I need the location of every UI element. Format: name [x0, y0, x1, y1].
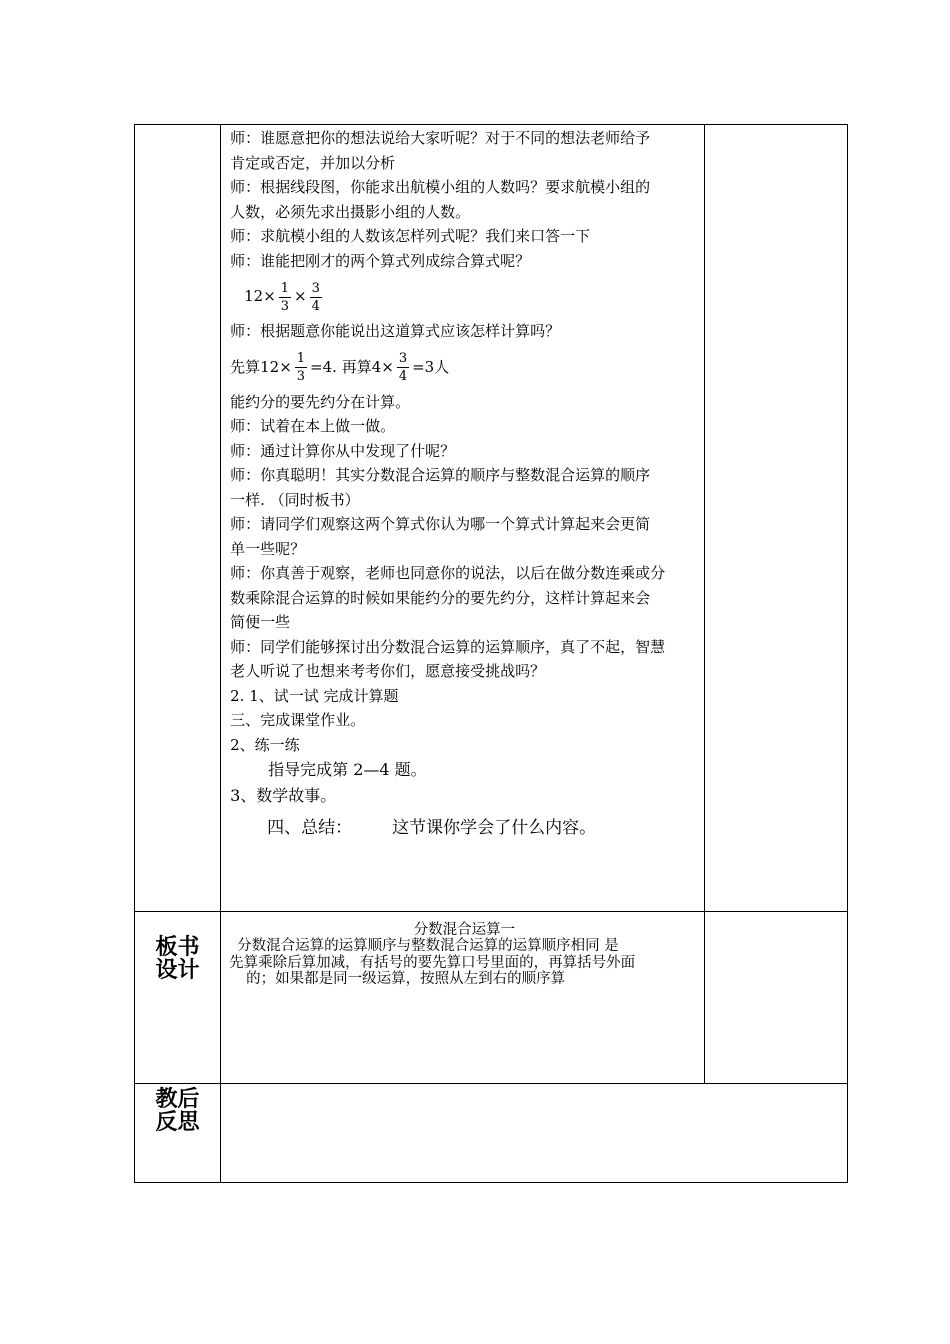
process-line: 师：根据题意你能说出这道算式应该怎样计算吗？: [230, 322, 561, 340]
process-line: 师：请同学们观察这两个算式你认为哪一个算式计算起来会更简: [230, 515, 651, 533]
process-line: 三、完成课堂作业。: [230, 711, 366, 729]
board-content-cell: [221, 911, 705, 1083]
process-line: 2、练一练: [230, 735, 300, 754]
process-line: 师：你真善于观察，老师也同意你的说法，以后在做分数连乘或分: [230, 564, 666, 582]
fraction-one-third: $\frac{1}{3}$: [296, 351, 306, 384]
summary-line: [230, 813, 698, 843]
fraction-three-quarters: $\frac{3}{4}$: [311, 280, 320, 314]
board-line: 先算乘除后算加减，有括号的要先算口号里面的，再算括号外面: [229, 954, 636, 971]
reflection-label-cell: [135, 1083, 221, 1182]
story-line: 3、数学故事。: [230, 786, 337, 805]
reflection-row: [135, 1083, 848, 1182]
guide-line: 指导完成第 2—4 题。: [268, 760, 427, 779]
board-design-label: 板书 设计: [155, 934, 200, 983]
process-line: 一样. （同时板书）: [230, 490, 360, 509]
formula-operator: ×: [294, 287, 307, 305]
board-notes-cell: [704, 911, 847, 1083]
process-notes-cell: [704, 125, 847, 912]
process-line: 师：根据线段图，你能求出航模小组的人数吗？要求航模小组的: [230, 178, 651, 196]
fraction-one-third: $\frac{1}{3}$: [280, 280, 290, 314]
formula-result: =3人: [412, 357, 450, 376]
process-line: 能约分的要先约分在计算。: [230, 392, 411, 411]
process-line: 师：你真聪明！其实分数混合运算的顺序与整数混合运算的顺序: [230, 466, 651, 484]
step-formula: [230, 344, 698, 390]
process-line: 简便一些: [230, 613, 291, 631]
process-line: 师：谁愿意把你的想法说给大家听呢？对于不同的想法老师给予: [230, 129, 651, 147]
lesson-plan-table: [134, 124, 848, 1183]
combined-formula: [230, 273, 698, 319]
reflection-content-cell: [221, 1083, 848, 1182]
board-row: [135, 911, 848, 1083]
process-content-cell: [221, 125, 705, 912]
process-line: 肯定或否定，并加以分析: [230, 153, 396, 172]
process-line: 师：通过计算你从中发现了什呢？: [230, 441, 456, 460]
board-title: 分数混合运算一: [413, 921, 516, 938]
summary-label: 四、总结：: [267, 818, 353, 838]
formula-term: 先算12×: [230, 357, 292, 376]
board-label-cell: [135, 911, 221, 1083]
process-line: 人数，必须先求出摄影小组的人数。: [230, 202, 471, 221]
process-line: 单一些呢？: [230, 539, 306, 558]
board-line: 分数混合运算的运算顺序与整数混合运算的运算顺序相同 是: [237, 938, 619, 955]
process-line: 数乘除混合运算的时候如果能约分的要先约分，这样计算起来会: [230, 588, 651, 607]
process-line: 师：求航模小组的人数该怎样列式呢？我们来口答一下: [230, 227, 591, 245]
process-row: [135, 125, 848, 912]
reflection-label: 教后 反思: [155, 1086, 200, 1135]
summary-text: 这节课你学会了什么内容。: [392, 818, 597, 838]
formula-term: 12×: [244, 287, 276, 305]
process-line: 老人听说了也想来考考你们，愿意接受挑战吗？: [230, 662, 546, 680]
process-line: 2. 1、试一试 完成计算题: [230, 686, 399, 705]
process-line: 师：试着在本上做一做。: [230, 417, 396, 435]
fraction-three-quarters: $\frac{3}{4}$: [398, 351, 408, 384]
process-line: 师：谁能把刚才的两个算式列成综合算式呢？: [230, 251, 531, 270]
process-label-cell: [135, 125, 221, 912]
board-line: 的；如果都是同一级运算，按照从左到右的顺序算: [246, 971, 566, 988]
formula-term: =4. 再算4×: [310, 357, 394, 376]
process-line: 师：同学们能够探讨出分数混合运算的运算顺序，真了不起，智慧: [230, 637, 666, 656]
